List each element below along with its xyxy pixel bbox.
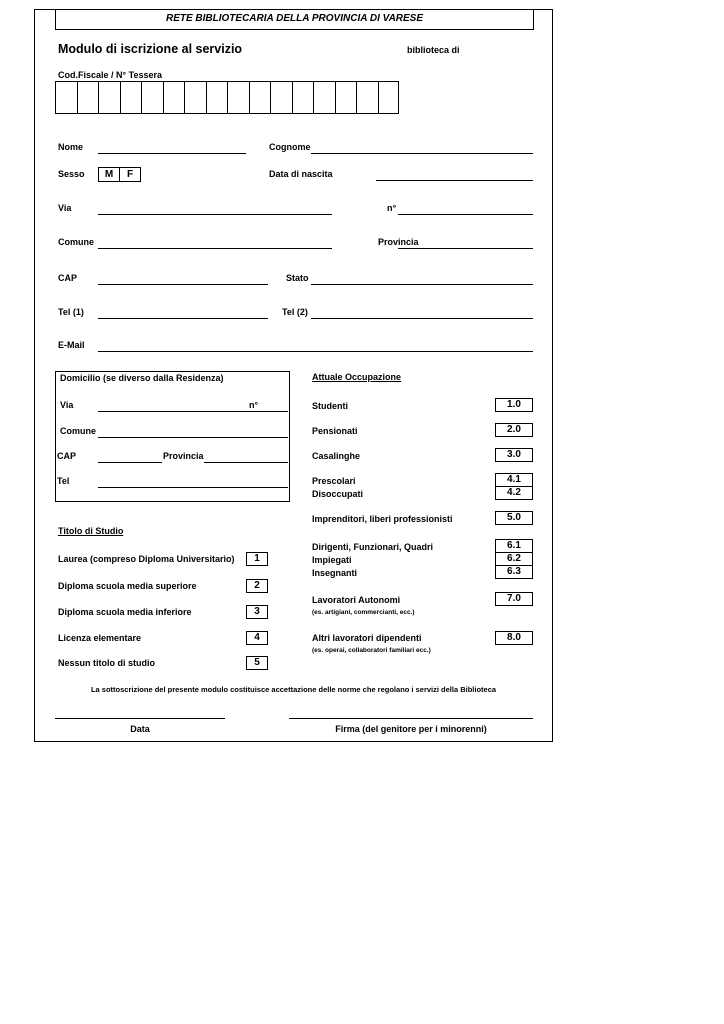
cognome-label: Cognome [269,142,311,152]
page-title: Modulo di iscrizione al servizio [58,42,243,56]
fiscal-code-cell [270,82,271,113]
occupazione-item-label: Prescolari [312,476,356,486]
via-label: Via [58,203,72,213]
sesso-label: Sesso [58,169,85,179]
network-title: RETE BIBLIOTECARIA DELLA PROVINCIA DI VARESE [165,13,424,24]
occupazione-item-label: Dirigenti, Funzionari, Quadri [312,542,434,552]
titolo-studio-title: Titolo di Studio [58,526,124,536]
titolo-item-label: Laurea (compreso Diploma Universitario) [58,554,235,564]
fiscal-code-cell [184,82,185,113]
fiscal-code-cell [335,82,336,113]
domicilio-numero-label: n° [249,400,259,410]
occupazione-item-label: Imprenditori, liberi professionisti [312,514,453,524]
disclaimer-text: La sottoscrizione del presente modulo costituisce accettazione delle norme che regolano i servizi della Biblioteca [90,685,497,694]
occupazione-item-code[interactable]: 2.0 [495,423,533,437]
titolo-item-code[interactable]: 1 [246,552,268,566]
occupazione-item-code[interactable]: 4.1 [495,473,533,487]
fiscal-code-cell [141,82,142,113]
cap-field[interactable] [98,284,268,285]
occupazione-item-code[interactable]: 5.0 [495,511,533,525]
occupazione-item-label: Lavoratori Autonomi [312,595,401,605]
fiscal-code-cell [356,82,357,113]
fiscal-code-cell [77,82,78,113]
domicilio-comune-field[interactable] [98,437,288,438]
occupazione-item-label: Studenti [312,401,348,411]
titolo-item-label: Licenza elementare [58,633,142,643]
domicilio-via-label: Via [60,400,74,410]
fiscal-code-cell [98,82,99,113]
fiscal-code-cell [249,82,250,113]
domicilio-cap-label: CAP [57,451,77,461]
occupazione-item-note: (es. artigiani, commercianti, ecc.) [312,609,415,616]
tel2-field[interactable] [311,318,533,319]
library-label: biblioteca di [407,45,460,55]
data-nascita-field[interactable] [376,180,533,181]
domicilio-cap-field[interactable] [98,462,162,463]
firma-label: Firma (del genitore per i minorenni) [335,724,487,734]
nome-label: Nome [58,142,84,152]
domicilio-comune-label: Comune [60,426,96,436]
occupazione-item-code[interactable]: 4.2 [495,486,533,500]
fiscal-code-cell [292,82,293,113]
titolo-item-label: Diploma scuola media inferiore [58,607,192,617]
occupazione-item-code[interactable]: 1.0 [495,398,533,412]
tel2-label: Tel (2) [282,307,308,317]
provincia-label: Provincia [378,237,419,247]
occupazione-item-note: (es. operai, collaboratori familiari ecc.) [312,647,431,654]
domicilio-provincia-field[interactable] [204,462,288,463]
tel1-field[interactable] [98,318,268,319]
fiscal-code-input[interactable] [55,81,399,114]
via-field[interactable] [98,214,332,215]
titolo-item-code[interactable]: 3 [246,605,268,619]
occupazione-item-code[interactable]: 6.2 [495,552,533,566]
domicilio-provincia-label: Provincia [163,451,204,461]
fiscal-code-cell [120,82,121,113]
occupazione-title: Attuale Occupazione [312,372,402,382]
titolo-item-code[interactable]: 5 [246,656,268,670]
stato-label: Stato [286,273,309,283]
data-nascita-label: Data di nascita [269,169,333,179]
email-label: E-Mail [58,340,85,350]
fiscal-code-cell [227,82,228,113]
domicilio-title: Domicilio (se diverso dalla Residenza) [60,373,224,383]
provincia-field[interactable] [398,248,533,249]
fiscal-code-cell [378,82,379,113]
occupazione-item-code[interactable]: 6.1 [495,539,533,553]
fiscal-code-cell [163,82,164,113]
occupazione-item-label: Casalinghe [312,451,361,461]
domicilio-via-field[interactable] [98,411,288,412]
occupazione-item-label: Altri lavoratori dipendenti [312,633,422,643]
occupazione-item-label: Impiegati [312,555,352,565]
occupazione-item-label: Insegnanti [312,568,358,578]
fiscal-code-cell [206,82,207,113]
data-field[interactable] [55,718,225,719]
fiscal-code-label: Cod.Fiscale / N° Tessera [58,70,162,80]
fiscal-code-cell [313,82,314,113]
comune-label: Comune [58,237,94,247]
domicilio-tel-field[interactable] [98,487,288,488]
occupazione-item-code[interactable]: 8.0 [495,631,533,645]
nome-field[interactable] [98,153,246,154]
numero-label: n° [387,203,397,213]
firma-field[interactable] [289,718,533,719]
email-field[interactable] [98,351,533,352]
titolo-item-label: Diploma scuola media superiore [58,581,197,591]
domicilio-tel-label: Tel [57,476,70,486]
occupazione-item-code[interactable]: 3.0 [495,448,533,462]
data-label: Data [130,724,150,734]
sesso-f-label: F [126,169,134,180]
numero-field[interactable] [398,214,533,215]
titolo-item-code[interactable]: 4 [246,631,268,645]
sesso-m-label: M [104,169,114,180]
titolo-item-code[interactable]: 2 [246,579,268,593]
occupazione-item-code[interactable]: 6.3 [495,565,533,579]
cognome-field[interactable] [311,153,533,154]
titolo-item-label: Nessun titolo di studio [58,658,155,668]
comune-field[interactable] [98,248,332,249]
cap-label: CAP [58,273,78,283]
stato-field[interactable] [311,284,533,285]
occupazione-item-code[interactable]: 7.0 [495,592,533,606]
tel1-label: Tel (1) [58,307,84,317]
occupazione-item-label: Disoccupati [312,489,364,499]
occupazione-item-label: Pensionati [312,426,358,436]
